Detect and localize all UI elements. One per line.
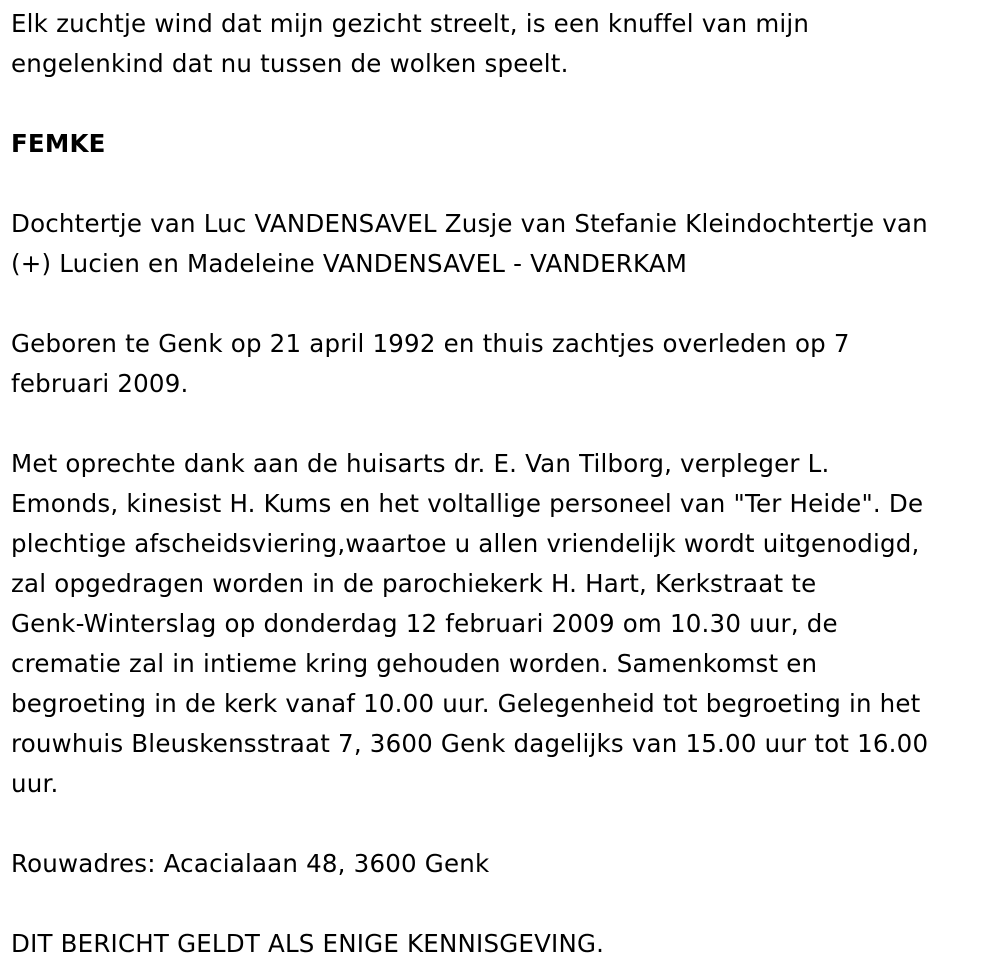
thanks-line: plechtige afscheidsviering,waartoe u allen vriendelijk wordt uitgenodigd, — [11, 529, 920, 558]
birth-death-line: februari 2009. — [11, 369, 189, 398]
thanks-line: rouwhuis Bleuskensstraat 7, 3600 Genk dagelijks van 15.00 uur tot 16.00 — [11, 729, 929, 758]
thanks-line: uur. — [11, 769, 59, 798]
birth-death-line: Geboren te Genk op 21 april 1992 en thuis zachtjes overleden op 7 — [11, 329, 850, 358]
mourning-address: Rouwadres: Acacialaan 48, 3600 Genk — [11, 849, 490, 878]
obituary-notice — [11, 4, 993, 964]
thanks-line: zal opgedragen worden in de parochiekerk H. Hart, Kerkstraat te — [11, 569, 817, 598]
poem-paragraph — [11, 4, 993, 84]
poem-line: Elk zuchtje wind dat mijn gezicht streelt, is een knuffel van mijn — [11, 9, 810, 38]
family-paragraph — [11, 204, 993, 284]
family-line: Dochtertje van Luc VANDENSAVEL Zusje van Stefanie Kleindochtertje van — [11, 209, 928, 238]
thanks-line: crematie zal in intieme kring gehouden worden. Samenkomst en — [11, 649, 818, 678]
thanks-paragraph — [11, 444, 993, 804]
notice-statement: DIT BERICHT GELDT ALS ENIGE KENNISGEVING. — [11, 929, 605, 958]
deceased-name: FEMKE — [11, 129, 106, 158]
birth-death-paragraph — [11, 324, 993, 404]
thanks-line: Genk-Winterslag op donderdag 12 februari 2009 om 10.30 uur, de — [11, 609, 838, 638]
thanks-line: begroeting in de kerk vanaf 10.00 uur. Gelegenheid tot begroeting in het — [11, 689, 921, 718]
thanks-line: Met oprechte dank aan de huisarts dr. E. Van Tilborg, verpleger L. — [11, 449, 830, 478]
family-line: (+) Lucien en Madeleine VANDENSAVEL - VANDERKAM — [11, 249, 688, 278]
thanks-line: Emonds, kinesist H. Kums en het voltallige personeel van "Ter Heide". De — [11, 489, 924, 518]
poem-line: engelenkind dat nu tussen de wolken speelt. — [11, 49, 569, 78]
